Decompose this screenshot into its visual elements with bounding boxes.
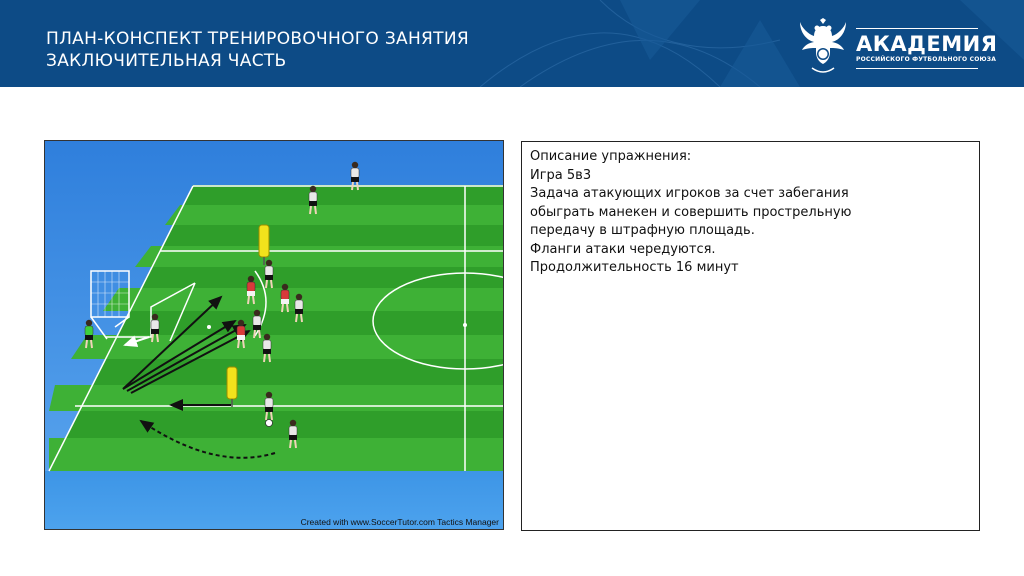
- logo-subtitle: РОССИЙСКОГО ФУТБОЛЬНОГО СОЮЗА: [856, 56, 997, 63]
- logo-title: АКАДЕМИЯ: [856, 32, 998, 56]
- ball: [266, 420, 273, 427]
- academy-logo: [798, 18, 998, 78]
- description-line: обыграть манекен и совершить прострельную: [530, 204, 852, 220]
- exercise-diagram: [44, 140, 504, 530]
- credit-text: Created with www.SoccerTutor.com Tactics Manager: [300, 517, 499, 527]
- logo-bottom-rule: [856, 68, 978, 69]
- double-headed-eagle-icon: [798, 18, 848, 78]
- title-line-2: ЗАКЛЮЧИТЕЛЬНАЯ ЧАСТЬ: [46, 51, 287, 71]
- description-line: Продолжительность 16 минут: [530, 260, 739, 275]
- description-line: Задача атакующих игроков за счет забегания: [530, 186, 849, 201]
- exercise-description: [521, 141, 980, 531]
- header-bar: [0, 0, 1024, 87]
- ball-small: [207, 325, 211, 329]
- title-line-1: ПЛАН-КОНСПЕКТ ТРЕНИРОВОЧНОГО ЗАНЯТИЯ: [46, 29, 469, 49]
- description-heading: Описание упражнения:: [530, 149, 692, 164]
- page-title: [46, 28, 469, 72]
- description-line: передачу в штрафную площадь.: [530, 223, 755, 238]
- description-line: Игра 5в3: [530, 167, 592, 183]
- description-line: Фланги атаки чередуются.: [530, 241, 716, 257]
- pitch-svg: [45, 141, 504, 530]
- center-spot: [463, 323, 467, 327]
- logo-top-rule: [856, 28, 978, 29]
